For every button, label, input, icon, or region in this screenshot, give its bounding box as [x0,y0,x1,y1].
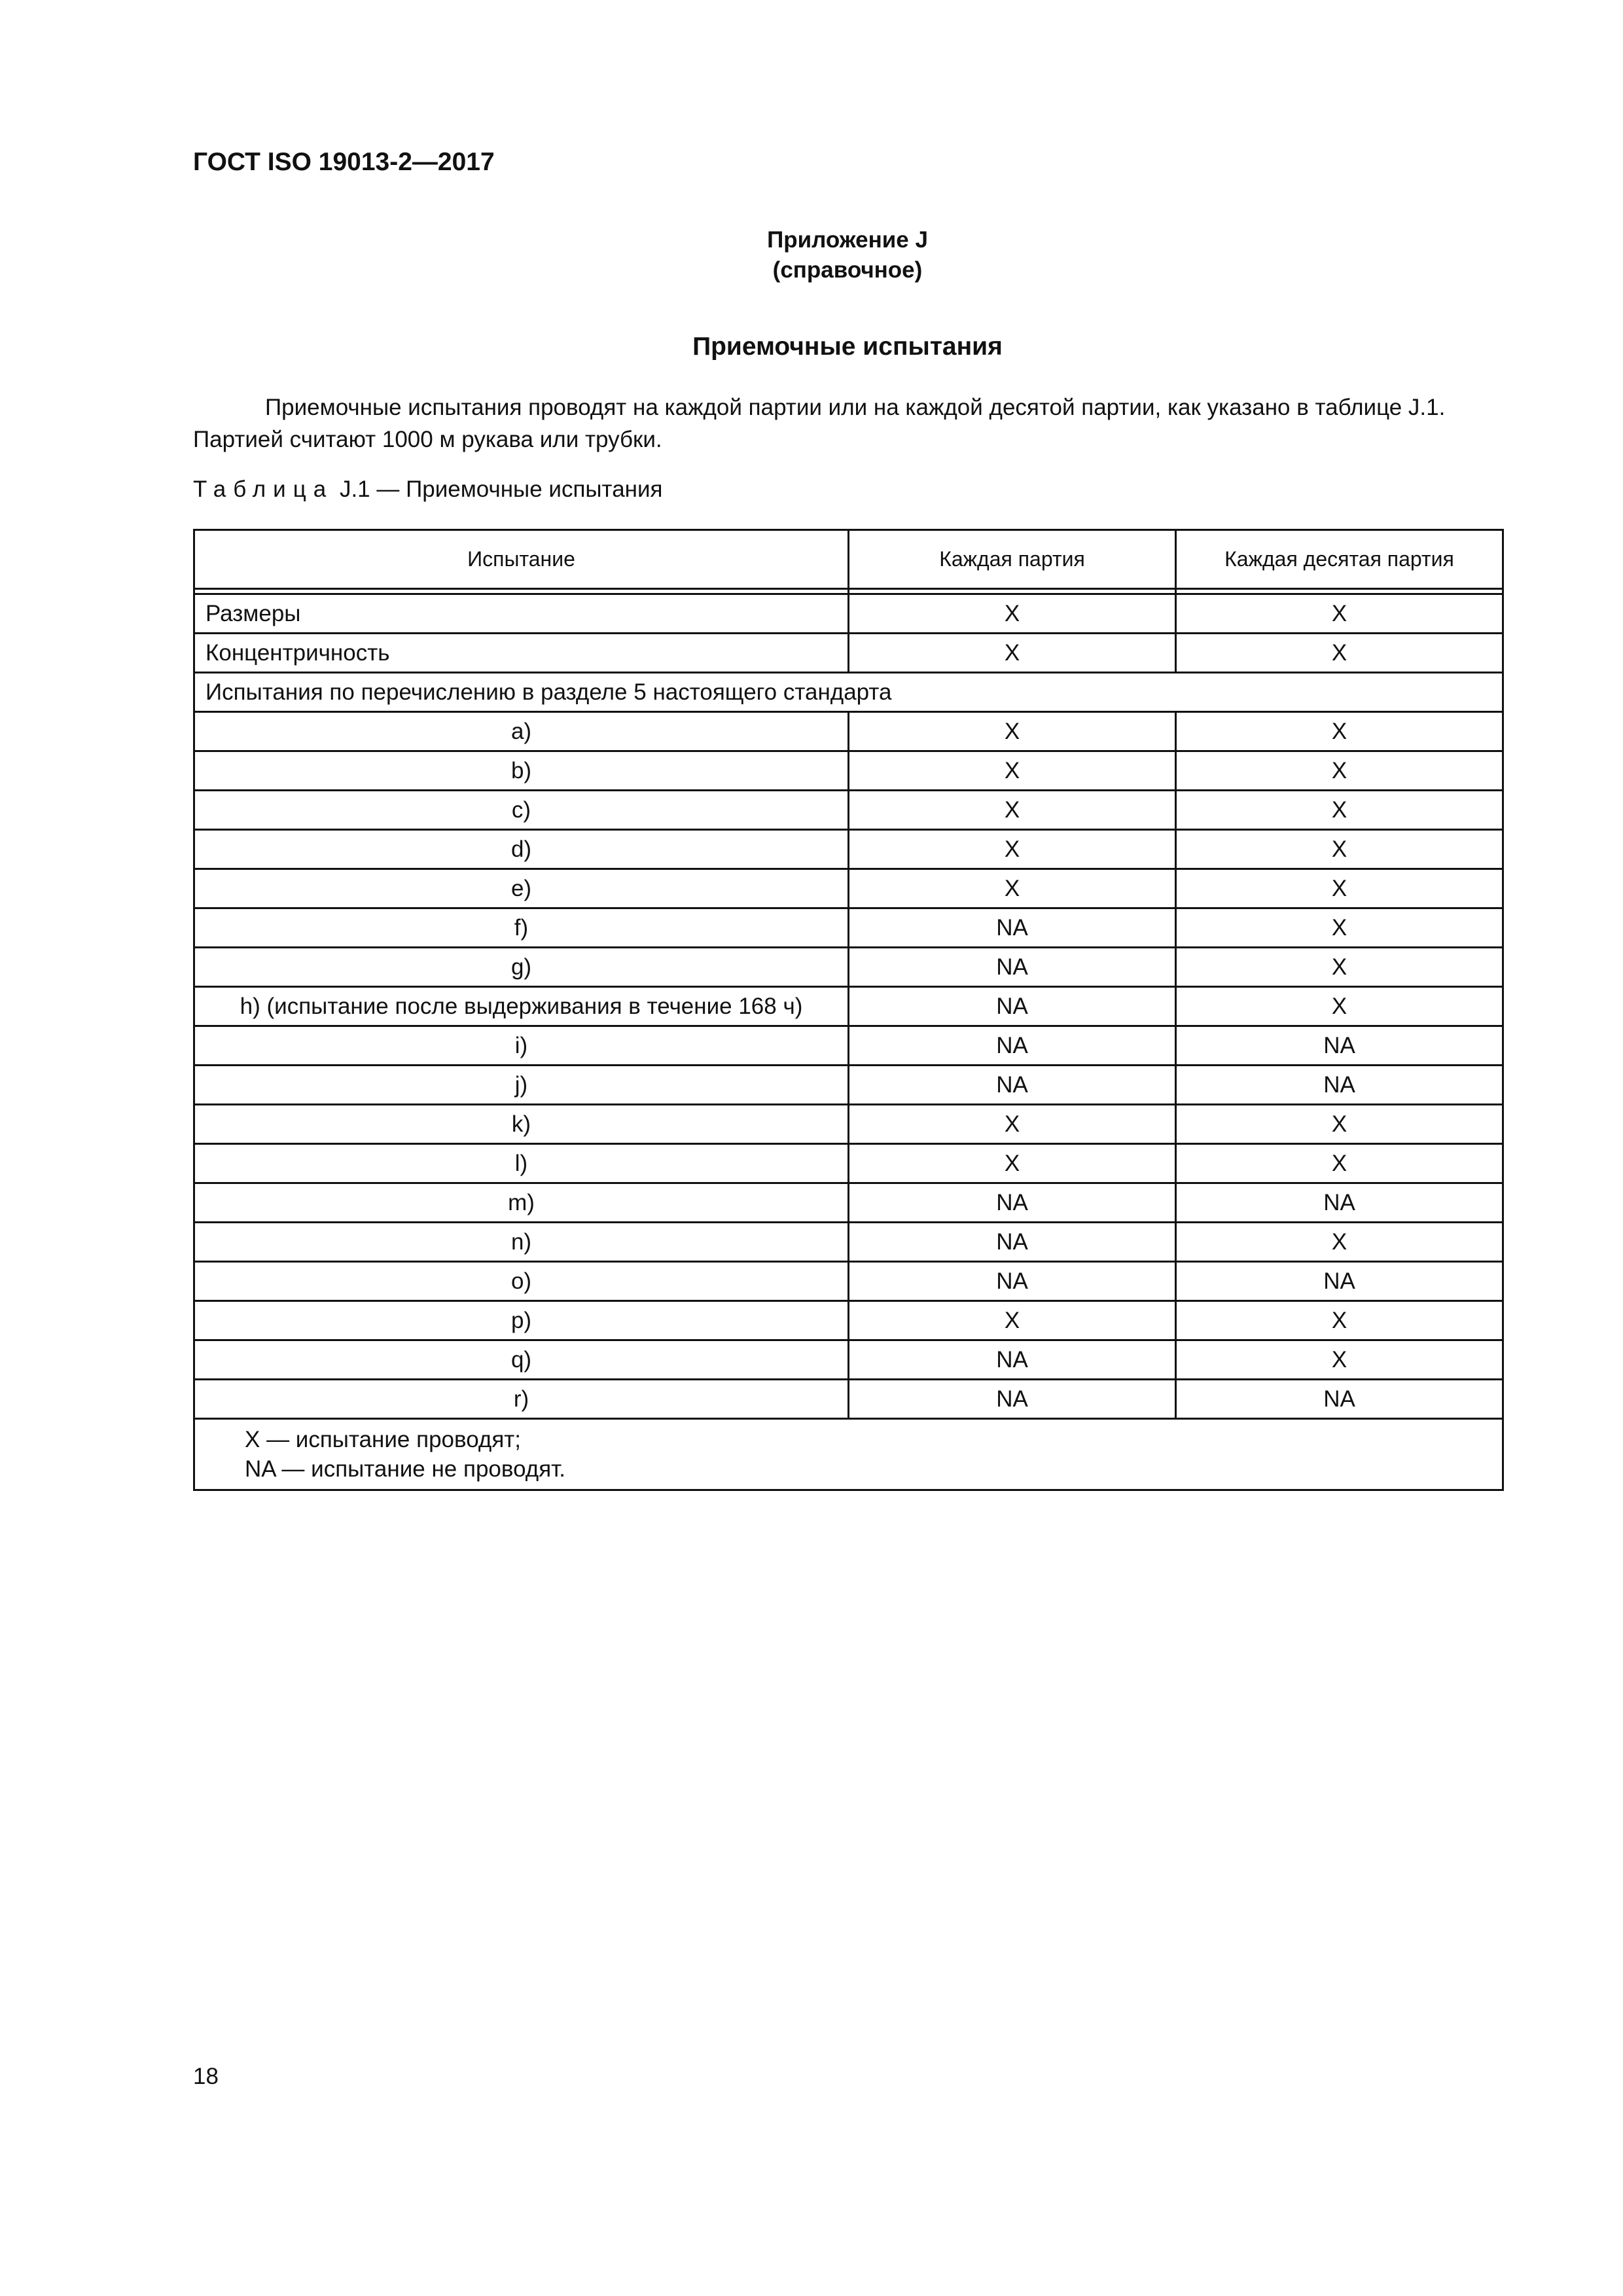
test-name-cell: d) [194,830,849,869]
header-separator [194,589,1503,594]
intro-line-1: Приемочные испытания проводят на каждой партии или на каждой десятой партии, как указано в таблице J.1. [265,395,1446,420]
test-name-cell: q) [194,1340,849,1380]
table-row [194,1066,1503,1105]
each-batch-cell: X [849,594,1176,634]
table-row [194,1026,1503,1066]
test-name-cell: e) [194,869,849,908]
each-tenth-batch-cell: X [1176,908,1503,948]
each-batch-cell: X [849,634,1176,673]
each-batch-cell: NA [849,1262,1176,1301]
table-row [194,1301,1503,1340]
each-batch-cell: X [849,1144,1176,1183]
table-row [194,1223,1503,1262]
each-tenth-batch-cell: NA [1176,1262,1503,1301]
each-tenth-batch-cell: X [1176,1223,1503,1262]
table-row [194,791,1503,830]
each-batch-cell: NA [849,1380,1176,1419]
table-row [194,869,1503,908]
table-row [194,1262,1503,1301]
table-row [194,1380,1503,1419]
each-tenth-batch-cell: X [1176,791,1503,830]
test-name-cell: Концентричность [194,634,849,673]
appendix-subtitle: (справочное) [772,257,923,283]
each-batch-cell: NA [849,948,1176,987]
each-tenth-batch-cell: X [1176,987,1503,1026]
table-row [194,1105,1503,1144]
table-header-row [194,530,1503,589]
notes-cell [194,1419,1503,1490]
header-each-tenth-batch: Каждая десятая партия [1176,530,1503,589]
test-name-cell: c) [194,791,849,830]
test-name-cell: m) [194,1183,849,1223]
each-tenth-batch-cell: X [1176,1340,1503,1380]
each-tenth-batch-cell: X [1176,634,1503,673]
section-title: Приемочные испытания [692,332,1003,361]
intro-paragraph [193,391,1502,456]
appendix-heading [193,225,1502,285]
test-name-cell: p) [194,1301,849,1340]
each-batch-cell: X [849,751,1176,791]
each-tenth-batch-cell: X [1176,869,1503,908]
table-note: NA — испытание не проводят. [245,1456,566,1482]
test-name-cell: n) [194,1223,849,1262]
test-name-cell: a) [194,712,849,751]
test-name-cell: b) [194,751,849,791]
table-row [194,594,1503,634]
test-name-cell: h) (испытание после выдерживания в течение 168 ч) [194,987,849,1026]
table-row [194,1340,1503,1380]
each-tenth-batch-cell: NA [1176,1066,1503,1105]
each-batch-cell: X [849,712,1176,751]
each-tenth-batch-cell: NA [1176,1026,1503,1066]
page-number: 18 [193,2064,219,2089]
header-test: Испытание [194,530,849,589]
group-label: Испытания по перечислению в разделе 5 настоящего стандарта [194,673,1503,712]
each-batch-cell: NA [849,908,1176,948]
each-batch-cell: NA [849,1340,1176,1380]
table-caption-text: J.1 — Приемочные испытания [333,476,663,502]
document-code: ГОСТ ISO 19013-2—2017 [193,148,495,176]
test-name-cell: g) [194,948,849,987]
table-row [194,712,1503,751]
each-tenth-batch-cell: X [1176,712,1503,751]
each-tenth-batch-cell: X [1176,1105,1503,1144]
table-row [194,751,1503,791]
appendix-title: Приложение J [767,227,928,253]
each-batch-cell: NA [849,1066,1176,1105]
each-tenth-batch-cell: X [1176,948,1503,987]
each-batch-cell: X [849,830,1176,869]
table-body [194,589,1503,1490]
table-row [194,908,1503,948]
each-batch-cell: X [849,1301,1176,1340]
table-note: X — испытание проводят; [245,1427,522,1452]
test-name-cell: l) [194,1144,849,1183]
group-row [194,673,1503,712]
each-tenth-batch-cell: NA [1176,1183,1503,1223]
intro-line-2: Партией считают 1000 м рукава или трубки. [193,427,662,452]
test-name-cell: k) [194,1105,849,1144]
each-batch-cell: X [849,791,1176,830]
each-batch-cell: NA [849,1026,1176,1066]
table-row [194,830,1503,869]
each-batch-cell: NA [849,987,1176,1026]
each-tenth-batch-cell: X [1176,830,1503,869]
test-name-cell: Размеры [194,594,849,634]
test-name-cell: r) [194,1380,849,1419]
each-batch-cell: X [849,869,1176,908]
table-row [194,948,1503,987]
table-caption [193,476,663,503]
header-each-batch: Каждая партия [849,530,1176,589]
each-tenth-batch-cell: X [1176,594,1503,634]
each-tenth-batch-cell: NA [1176,1380,1503,1419]
acceptance-tests-table [193,529,1504,1491]
each-batch-cell: NA [849,1183,1176,1223]
table-row [194,634,1503,673]
test-name-cell: f) [194,908,849,948]
test-name-cell: o) [194,1262,849,1301]
table-caption-word: Таблица [193,476,334,502]
each-tenth-batch-cell: X [1176,1301,1503,1340]
test-name-cell: i) [194,1026,849,1066]
notes-row [194,1419,1503,1490]
each-batch-cell: NA [849,1223,1176,1262]
table-row [194,1183,1503,1223]
each-tenth-batch-cell: X [1176,1144,1503,1183]
each-tenth-batch-cell: X [1176,751,1503,791]
table-row [194,1144,1503,1183]
each-batch-cell: X [849,1105,1176,1144]
table-row [194,987,1503,1026]
test-name-cell: j) [194,1066,849,1105]
